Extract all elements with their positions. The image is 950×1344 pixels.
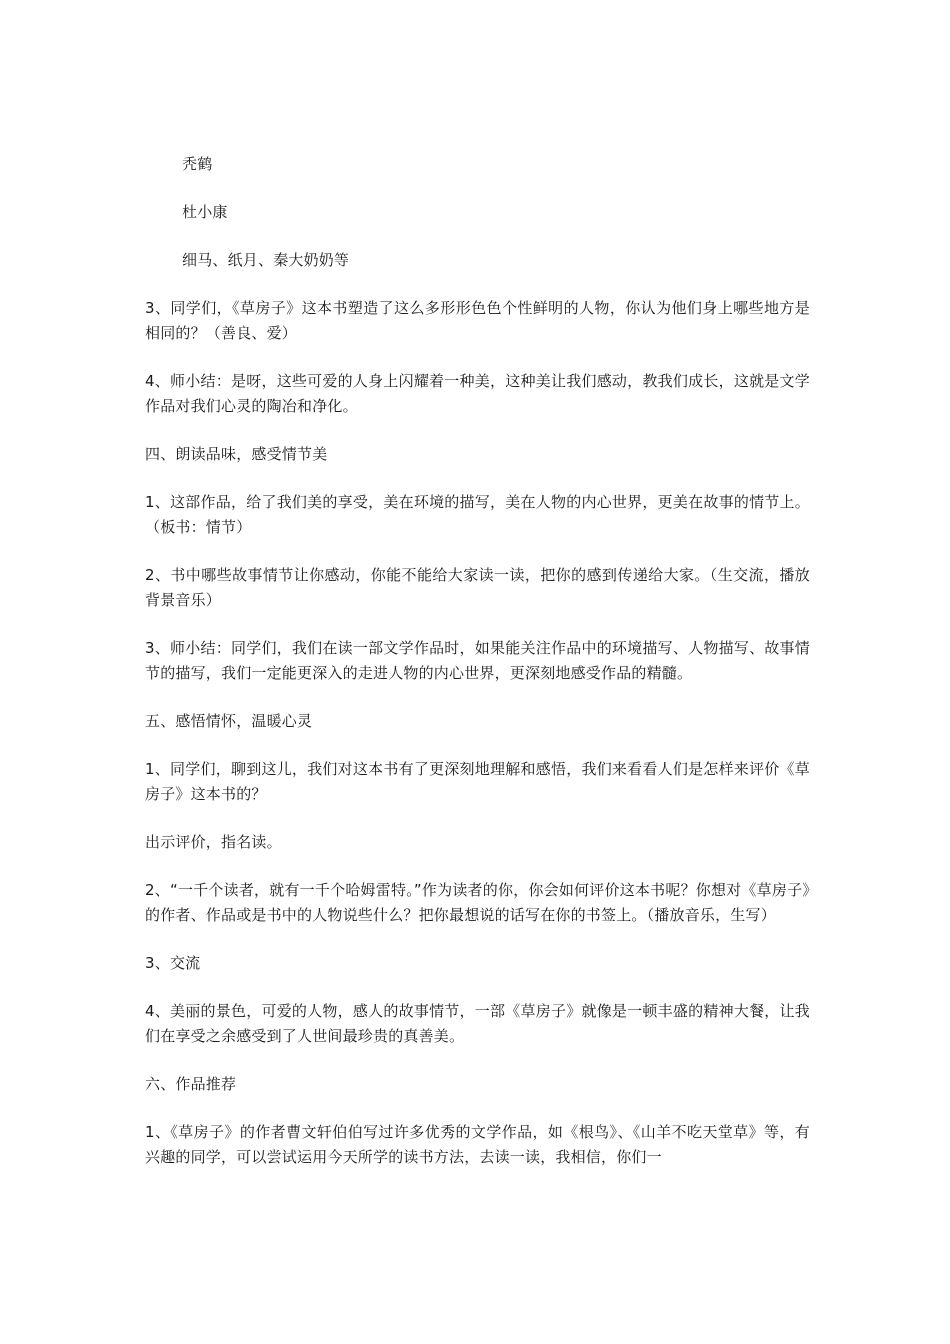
document-body	[145, 152, 810, 1193]
paragraph: 出示评价，指名读。	[145, 833, 282, 851]
paragraph: 1、《草房子》的作者曹文轩伯伯写过许多优秀的文学作品，如《根鸟》、《山羊不吃天堂草》等，有兴趣的同学，可以尝试运用今天所学的读书方法，去读一读，我相信，你们一	[145, 1123, 810, 1166]
paragraph: 2、书中哪些故事情节让你感动，你能不能给大家读一读，把你的感到传递给大家。（生交流，播放背景音乐）	[145, 566, 810, 609]
section-heading: 五、感悟情怀，温暖心灵	[145, 712, 313, 730]
paragraph: 1、同学们，聊到这儿，我们对这本书有了更深刻地理解和感悟，我们来看看人们是怎样来评价《草房子》这本书的？	[145, 760, 810, 803]
paragraph: 秃鹤	[182, 155, 213, 173]
paragraph: 4、美丽的景色，可爱的人物，感人的故事情节，一部《草房子》就像是一顿丰盛的精神大餐，让我们在享受之余感受到了人世间最珍贵的真善美。	[145, 1002, 810, 1045]
paragraph: 1、这部作品，给了我们美的享受，美在环境的描写，美在人物的内心世界，更美在故事的情节上。（板书：情节）	[145, 493, 810, 536]
section-heading: 六、作品推荐	[145, 1075, 237, 1093]
paragraph: 3、师小结：同学们，我们在读一部文学作品时，如果能关注作品中的环境描写、人物描写、故事情节的描写，我们一定能更深入的走进人物的内心世界，更深刻地感受作品的精髓。	[145, 639, 810, 682]
section-heading: 四、朗读品味，感受情节美	[145, 445, 328, 463]
paragraph: 细马、纸月、秦大奶奶等	[182, 251, 350, 269]
paragraph: 3、同学们，《草房子》这本书塑造了这么多形形色色个性鲜明的人物，你认为他们身上哪些地方是相同的？（善良、爱）	[145, 299, 810, 342]
paragraph: 2、“一千个读者，就有一千个哈姆雷特。”作为读者的你，你会如何评价这本书呢？你想对《草房子》的作者、作品或是书中的人物说些什么？把你最想说的话写在你的书签上。（播放音乐，生写）	[145, 881, 810, 924]
paragraph: 3、交流	[145, 954, 201, 972]
paragraph: 4、师小结：是呀，这些可爱的人身上闪耀着一种美，这种美让我们感动，教我们成长，这就是文学作品对我们心灵的陶冶和净化。	[145, 372, 810, 415]
paragraph: 杜小康	[182, 203, 228, 221]
